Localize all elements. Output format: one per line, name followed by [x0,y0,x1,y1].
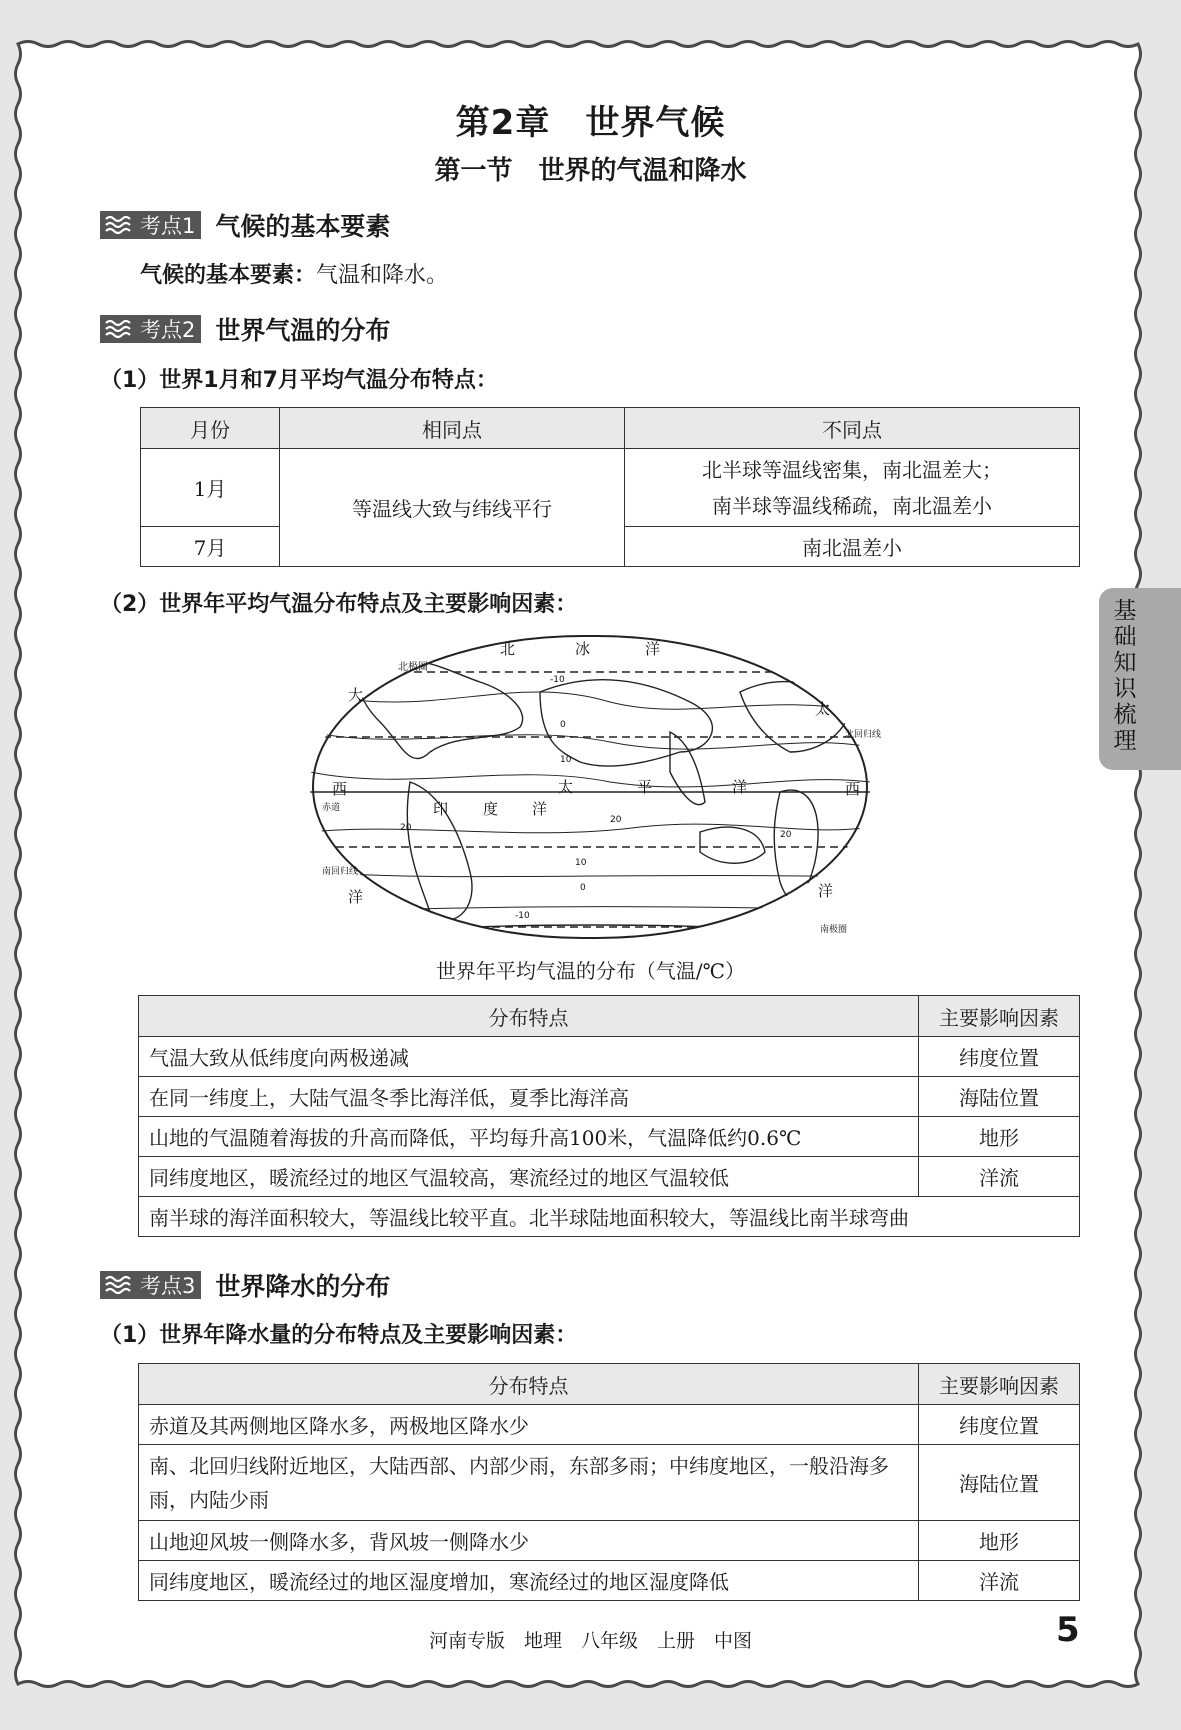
isotherm-label: 20 [780,830,792,840]
diff-cell: 南北温差小 [625,527,1080,567]
waves-icon [104,1273,136,1297]
table-row: 在同一纬度上，大陆气温冬季比海洋低，夏季比海洋高 海陆位置 [139,1077,1080,1117]
kp2-question-2: （2）世界年平均气温分布特点及主要影响因素： [100,592,578,617]
map-label: 北回归线 [845,730,882,740]
table-header: 相同点 [280,408,625,449]
table-row: 南、北回归线附近地区，大陆西部、内部少雨，东部多雨；中纬度地区，一般沿海多雨，内陆少雨 海陆位置 [139,1445,1080,1521]
table-row: 山地迎风坡一侧降水多，背风坡一侧降水少 地形 [139,1521,1080,1561]
table-jan-jul-temperature [140,407,1080,567]
isotherm-label: 20 [400,823,412,833]
map-label: 赤道 [322,803,341,813]
table-row: 气温大致从低纬度向两极递减 纬度位置 [139,1037,1080,1077]
map-label: 大 [348,686,364,704]
kaodian-3-heading [100,1270,390,1300]
table-header: 月份 [141,408,280,449]
table-row: 同纬度地区，暖流经过的地区气温较高，寒流经过的地区气温较低 洋流 [139,1157,1080,1197]
isotherm-label: 0 [560,720,566,730]
table-row [139,1197,1080,1237]
isotherm-label: 10 [560,755,572,765]
table-header: 主要影响因素 [919,1364,1080,1405]
map-label: 洋 [348,888,364,906]
table-row: 同纬度地区，暖流经过的地区湿度增加，寒流经过的地区湿度降低 洋流 [139,1561,1080,1601]
diff-cell: 北半球等温线密集，南北温差大； 南半球等温线稀疏，南北温差小 [625,449,1080,527]
table-row [141,449,1080,527]
isotherm-label: 20 [610,815,622,825]
map-label: 度 [483,800,499,818]
table-header: 主要影响因素 [919,996,1080,1037]
isotherm-label: -10 [515,911,530,921]
map-label: 洋 [532,800,548,818]
map-label: 平 [637,778,653,796]
map-label: 太 [558,778,574,796]
kp2-question-1: （1）世界1月和7月平均气温分布特点： [100,368,498,393]
map-caption: 世界年平均气温的分布（气温/℃） [435,959,746,983]
map-label: 太 [815,700,831,718]
kaodian-2-heading [100,314,390,344]
kaodian-badge: 考点3 [100,1271,201,1299]
kaodian-title: 气候的基本要素 [215,212,391,241]
chapter-title: 第2章 世界气候 [455,103,726,143]
kaodian-badge: 考点1 [100,211,201,239]
isotherm-label: 10 [575,858,587,868]
footer: 河南专版 地理 八年级 上册 中图 [428,1630,752,1652]
map-label: 冰 [575,640,591,658]
month-cell: 1月 [141,449,280,527]
kaodian-title: 世界气温的分布 [215,316,391,345]
table-header: 分布特点 [139,1364,919,1405]
note-cell: 南半球的海洋面积较大，等温线比较平直。北半球陆地面积较大，等温线比南半球弯曲 [139,1197,1080,1237]
kaodian-1-heading [100,210,390,240]
kaodian-badge: 考点2 [100,315,201,343]
map-label: 北极圈 [398,662,428,673]
map-label: 南回归线 [322,867,359,877]
waves-icon [104,213,136,237]
same-cell: 等温线大致与纬线平行 [280,449,625,567]
section-title: 第一节 世界的气温和降水 [434,156,747,186]
map-label: 洋 [732,778,748,796]
table-row: 山地的气温随着海拔的升高而降低，平均每升高100米，气温降低约0.6℃ 地形 [139,1117,1080,1157]
table-header: 不同点 [625,408,1080,449]
isotherm-label: 0 [580,883,586,893]
table-annual-temperature [138,995,1080,1237]
map-label: 西 [845,780,861,798]
map-label: 洋 [645,640,661,658]
kaodian-title: 世界降水的分布 [215,1272,391,1301]
month-cell: 7月 [141,527,280,567]
page-number: 5 [1056,1610,1080,1650]
map-label: 印 [433,800,449,818]
waves-icon [104,317,136,341]
kp1-body: 气候的基本要素：气温和降水。 [140,263,449,288]
side-tab-label: 基础知识梳理 [1113,598,1137,754]
isotherm-label: -10 [550,675,565,685]
map-label: 西 [332,780,348,798]
kp3-question-1: （1）世界年降水量的分布特点及主要影响因素： [100,1323,578,1348]
table-precipitation [138,1363,1080,1601]
world-temperature-map [310,632,882,942]
table-header: 分布特点 [139,996,919,1037]
map-label: 洋 [818,882,834,900]
map-label: 北 [500,640,516,658]
table-row: 赤道及其两侧地区降水多，两极地区降水少 纬度位置 [139,1405,1080,1445]
map-label: 南极圈 [820,925,848,935]
